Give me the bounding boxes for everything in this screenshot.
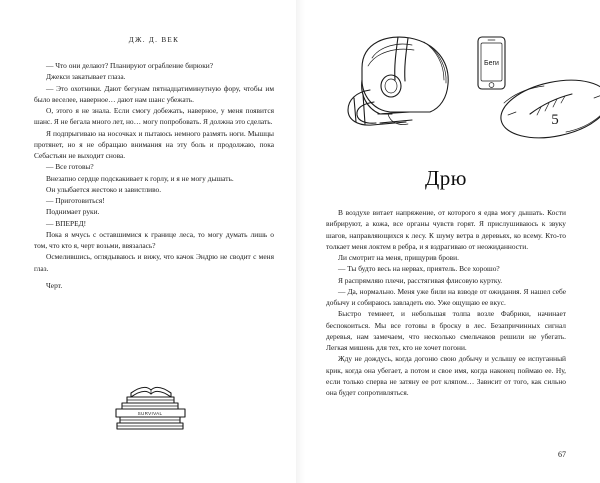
paragraph: Я подпрыгиваю на носочках и пытаюсь немного размять ноги. Мышцы протянет, но я не обращаю внимания на эту боль и продолжаю, пока Себастьян не выходит снова.: [34, 128, 274, 160]
football-illustration: [494, 74, 600, 144]
paragraph: Осмелившись, оглядываюсь и вижу, что качок Эндрю не сводит с меня глаз.: [34, 252, 274, 273]
paragraph: О, этого я не знала. Если смогу добежать, наверное, у меня появится шанс. Я не бегала много лет, но… могу попробовать. Я должна это сделать.: [34, 106, 274, 127]
book-stack-illustration: [0, 379, 300, 437]
paragraph: — Все готовы?: [46, 162, 94, 172]
paragraph: Он улыбается жестоко и завистливо.: [46, 184, 162, 194]
chapter-header-illustration: [326, 28, 566, 148]
paragraph: Джекси закатывает глаза.: [46, 72, 126, 82]
paragraph: Ли смотрит на меня, прищурив брови.: [338, 253, 459, 262]
paragraph: — ВПЕРЕД!: [46, 218, 87, 228]
closing-line: Черт.: [46, 280, 63, 290]
football-helmet-icon: [332, 28, 464, 140]
book-stack-icon: [107, 379, 193, 437]
paragraph: Поднимает руки.: [46, 207, 100, 217]
left-page-body: [34, 60, 274, 290]
paragraph: Внезапно сердце подскакивает к горлу, и я не могу дышать.: [46, 173, 234, 183]
right-page: [300, 0, 600, 483]
chapter-title: Дрю: [424, 166, 467, 190]
paragraph: — Приготовиться!: [46, 196, 105, 205]
page-number: 67: [558, 450, 566, 459]
football-icon: [494, 74, 600, 144]
paragraph: — Что они делают? Планируют ограбление бирюки?: [46, 61, 214, 70]
paragraph: Быстро темнеет, и небольшая толпа возле Фабрики, начинает беспокоиться. Мы все готовы в броску в лес. Безапричинных сигнал деревья, нам замечаем, что несколько смельчаков решили не убегать. Легкая мишень для тех, кто не хочет погони.: [326, 309, 566, 352]
paragraph: Жду не дождусь, когда догоню свою добычу и услышу ее испуганный крик, когда она убегает, а потом и свое имя, когда наконец поймаю ее. Ну, если только сперва не затяну ее рот кляпом… Зависит от того, как сильно она будет сопротивляться.: [326, 354, 566, 397]
right-page-body: [326, 207, 566, 398]
paragraph: В воздухе витает напряжение, от которого я едва могу дышать. Кости вибрируют, а кожа, все органы чувств горят. Я прислушиваюсь к звуку шагов, направляющихся к лесу. К шуму ветра в деревьях, ко всему. Кто-то толкает меня локтем в ребра, и я вздрагиваю от неожиданности.: [326, 208, 566, 251]
phone-screen-text: Беги: [484, 60, 499, 67]
paragraph: — Да, нормально. Меня уже били на взводе от ожидания. Я нашел себе добычу и собираюсь завладеть ею. Уже ощущаю ее вкус.: [326, 286, 566, 307]
paragraph: — Ты будто весь на нервах, приятель. Все хорошо?: [338, 264, 500, 274]
paragraph: — Это охотники. Дают бегунам пятнадцатиминутную фору, чтобы им было веселее, наверное… дают нам шанс убежать.: [34, 83, 274, 104]
football-number: 5: [551, 112, 559, 128]
helmet-illustration: [332, 28, 464, 140]
paragraph: Пока я мчусь с оставшимися к границе леса, то могу думать лишь о том, что кто я, черт возьми, ввязалась?: [34, 229, 274, 250]
running-head: ДЖ. Д. ВЕК: [128, 36, 180, 44]
book-spine-label: SURVIVAL: [137, 411, 163, 416]
paragraph: Я распрямляю плечи, расстягивая флисовую куртку.: [338, 275, 503, 285]
